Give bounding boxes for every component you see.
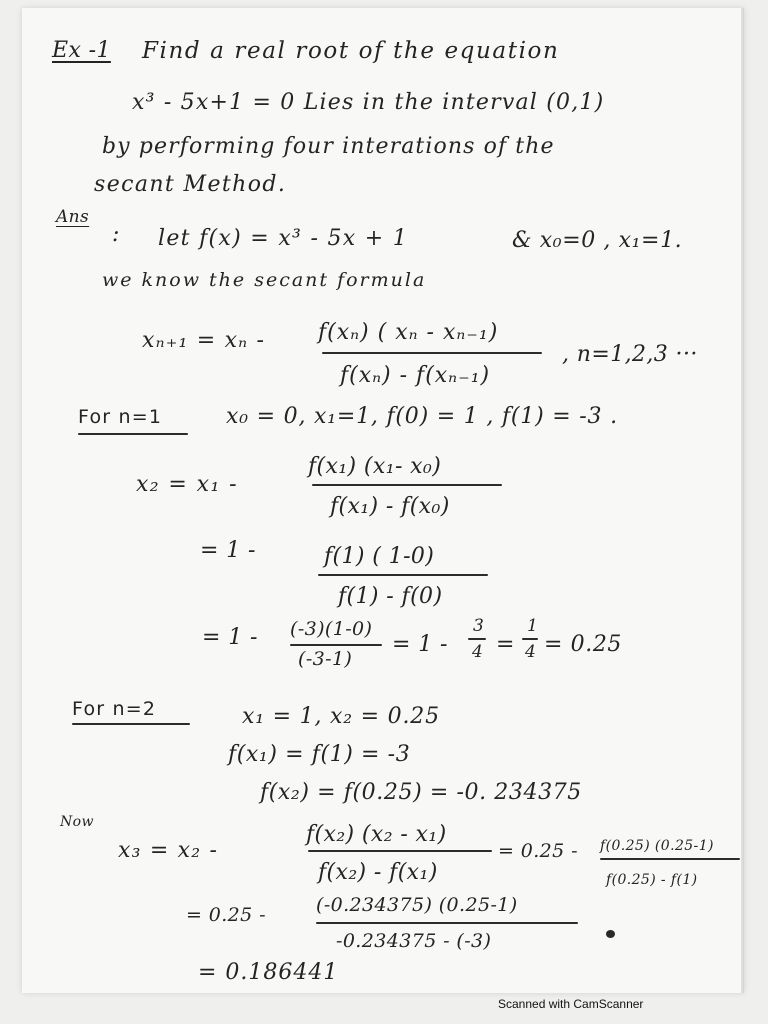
step-1-underline — [78, 433, 188, 435]
step-1-small-fraction2-bar — [522, 638, 538, 640]
step-1-label: For n=1 — [78, 406, 163, 428]
step-1-denominator-1: f(x₁) - f(x₀) — [330, 494, 450, 519]
step-1-eq3-eq: = — [496, 632, 515, 657]
step-2-lhs: x₃ = x₂ - — [118, 838, 219, 863]
step-2-denominator-1: f(x₂) - f(x₁) — [318, 860, 438, 885]
step-1-fraction-bar-1 — [312, 484, 502, 486]
ink-dot — [606, 930, 615, 938]
step-1-fraction-numerator: 3 — [473, 616, 485, 636]
function-definition: let f(x) = x³ - 5x + 1 — [158, 226, 409, 251]
step-1-result: = 0.25 — [544, 632, 623, 657]
step-2-fraction-bar-2 — [600, 858, 740, 860]
step-2-mid: = 0.25 - — [498, 840, 578, 862]
step-1-numerator-3: (-3)(1-0) — [290, 618, 373, 640]
step-2-numerator-1: f(x₂) (x₂ - x₁) — [306, 822, 447, 847]
secant-intro: we know the secant formula — [102, 269, 427, 291]
step-1-eq3-lhs: = 1 - — [202, 625, 258, 650]
answer-label: Ans — [56, 207, 90, 227]
step-1-eq3-mid: = 1 - — [392, 632, 448, 657]
step-2-given: x₁ = 1, x₂ = 0.25 — [242, 704, 440, 729]
formula-denominator: f(xₙ) - f(xₙ₋₁) — [340, 363, 491, 388]
step-2-denominator-3: -0.234375 - (-3) — [336, 930, 492, 952]
step-2-fx2: f(x₂) = f(0.25) = -0. 234375 — [260, 780, 582, 805]
step-1-given: x₀ = 0, x₁=1, f(0) = 1 , f(1) = -3 . — [226, 404, 618, 429]
step-2-fx1: f(x₁) = f(1) = -3 — [228, 742, 411, 767]
step-2-fraction-bar-1 — [308, 850, 492, 852]
formula-range: , n=1,2,3 ··· — [562, 342, 698, 367]
step-2-underline — [72, 723, 190, 725]
step-1-denominator-3: (-3-1) — [298, 648, 353, 670]
step-2-denominator-2: f(0.25) - f(1) — [606, 872, 698, 888]
formula-fraction-bar — [322, 352, 542, 354]
scanner-watermark: Scanned with CamScanner — [498, 997, 644, 1011]
now-label: Now — [60, 814, 94, 830]
step-1-denominator-2: f(1) - f(0) — [338, 584, 443, 609]
step-2-label: For n=2 — [72, 698, 157, 720]
step-1-fraction2-denominator: 4 — [525, 642, 537, 662]
step-1-numerator-2: f(1) ( 1-0) — [324, 544, 435, 569]
formula-numerator: f(xₙ) ( xₙ - xₙ₋₁) — [318, 320, 499, 345]
step-1-eq2-lhs: = 1 - — [200, 538, 256, 563]
step-1-fraction-denominator: 4 — [472, 642, 484, 662]
step-1-fraction-bar-2 — [318, 574, 488, 576]
step-2-eq2-lhs: = 0.25 - — [186, 904, 266, 926]
step-1-numerator-1: f(x₁) (x₁- x₀) — [308, 454, 442, 479]
formula-lhs: xₙ₊₁ = xₙ - — [142, 328, 266, 353]
step-1-fraction-bar-3 — [290, 644, 382, 646]
step-2-numerator-2: f(0.25) (0.25-1) — [600, 838, 714, 854]
problem-line-1: Find a real root of the equation — [142, 38, 560, 64]
problem-line-4: secant Method. — [94, 172, 287, 197]
example-label: Ex -1 — [52, 38, 111, 63]
step-1-small-fraction-bar — [468, 638, 486, 640]
problem-line-3: by performing four interations of the — [102, 134, 555, 159]
step-2-fraction-bar-3 — [316, 922, 578, 924]
step-2-result: = 0.186441 — [198, 960, 339, 985]
initial-values: & x₀=0 , x₁=1. — [512, 228, 683, 253]
step-2-numerator-3: (-0.234375) (0.25-1) — [316, 894, 518, 916]
step-1-fraction2-numerator: 1 — [527, 616, 539, 636]
step-1-lhs: x₂ = x₁ - — [136, 472, 238, 497]
problem-line-2: x³ - 5x+1 = 0 Lies in the interval (0,1) — [132, 90, 605, 115]
answer-colon: : — [112, 222, 120, 247]
scanned-page — [22, 8, 744, 993]
